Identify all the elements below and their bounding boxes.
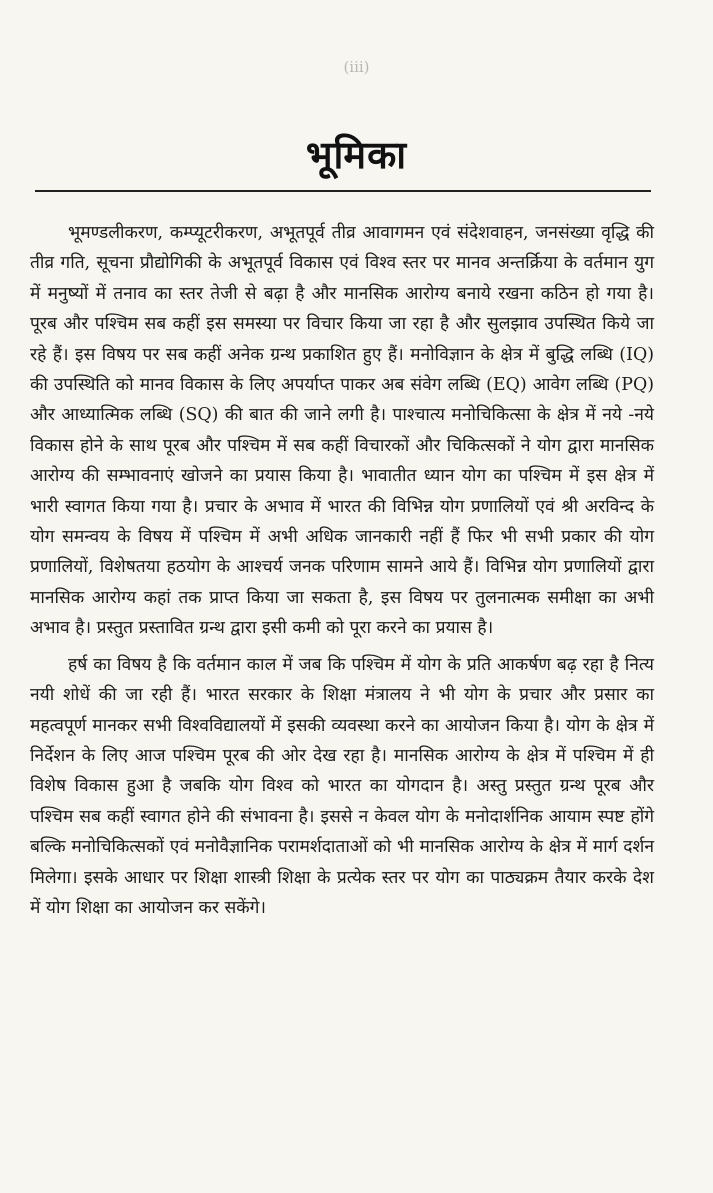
page-number: (iii) <box>343 58 370 76</box>
title-divider <box>35 190 651 192</box>
paragraph-2: हर्ष का विषय है कि वर्तमान काल में जब कि पश्चिम में योग के प्रति आकर्षण बढ़ रहा है नित्य नयी शोधें की जा रही हैं। भारत सरकार के शिक्षा मंत्रालय ने भी योग के प्रचार और प्रसार का महत्वपूर्ण मानकर सभी विश्वविद्यालयों में इसकी व्यवस्था करने का आयोजन किया है। योग के क्षेत्र में निर्देशन के लिए आज पश्चिम पूरब की ओर देख रहा है। मानसिक आरोग्य के क्षेत्र में पश्चिम में ही विशेष विकास हुआ है जबकि योग विश्व को भारत का योगदान है। अस्तु प्रस्तुत ग्रन्थ पूरब और पश्चिम सब कहीं स्वागत होने की संभावना है। इससे न केवल योग के मनोदार्शनिक आयाम स्पष्ट होंगे बल्कि मनोचिकित्सकों एवं मनोवैज्ञानिक परामर्शदाताओं को भी मानसिक आरोग्य के क्षेत्र में मार्ग दर्शन मिलेगा। इसके आधार पर शिक्षा शास्त्री शिक्षा के प्रत्येक स्तर पर योग का पाठ्यक्रम तैयार करके देश में योग शिक्षा का आयोजन कर सकेंगे। <box>30 654 654 918</box>
page-title: भूमिका <box>305 132 408 177</box>
paragraph-1: भूमण्डलीकरण, कम्प्यूटरीकरण, अभूतपूर्व तीव्र आवागमन एवं संदेशवाहन, जनसंख्या वृद्धि की तीव्र गति, सूचना प्रौद्योगिकी के अभूतपूर्व विकास एवं विश्व स्तर पर मानव अन्तर्क्रिया के वर्तमान युग में मनुष्यों में तनाव का स्तर तेजी से बढ़ा है और मानसिक आरोग्य बनाये रखना कठिन हो गया है। पूरब और पश्चिम सब कहीं इस समस्या पर विचार किया जा रहा है और सुलझाव उपस्थित किये जा रहे हैं। इस विषय पर सब कहीं अनेक ग्रन्थ प्रकाशित हुए हैं। मनोविज्ञान के क्षेत्र में बुद्धि लब्धि (IQ) की उपस्थिति को मानव विकास के लिए अपर्याप्त पाकर अब संवेग लब्धि (EQ) आवेग लब्धि (PQ) और आध्यात्मिक लब्धि (SQ) की बात की जाने लगी है। पाश्चात्य मनोचिकित्सा के क्षेत्र में नये -नये विकास होने के साथ पूरब और पश्चिम में सब कहीं विचारकों और चिकित्सकों ने योग द्वारा मानसिक आरोग्य की सम्भावनाएं खोजने का प्रयास किया है। भावातीत ध्यान योग का पश्चिम में इस क्षेत्र में भारी स्वागत किया गया है। प्रचार के अभाव में भारत की विभिन्न योग प्रणालियों एवं श्री अरविन्द के योग समन्वय के विषय में पश्चिम में अभी अधिक जानकारी नहीं हैं फिर भी सभी प्रकार की योग प्रणालियों, विशेषतया हठयोग के आश्चर्य जनक परिणाम सामने आये हैं। विभिन्न योग प्रणालियों द्वारा मानसिक आरोग्य कहां तक प्राप्त किया जा सकता है, इस विषय पर तुलनात्मक समीक्षा का अभी अभाव है। प्रस्तुत प्रस्तावित ग्रन्थ द्वारा इसी कमी को पूरा करने का प्रयास है। <box>30 223 655 639</box>
body-text <box>30 218 654 929</box>
